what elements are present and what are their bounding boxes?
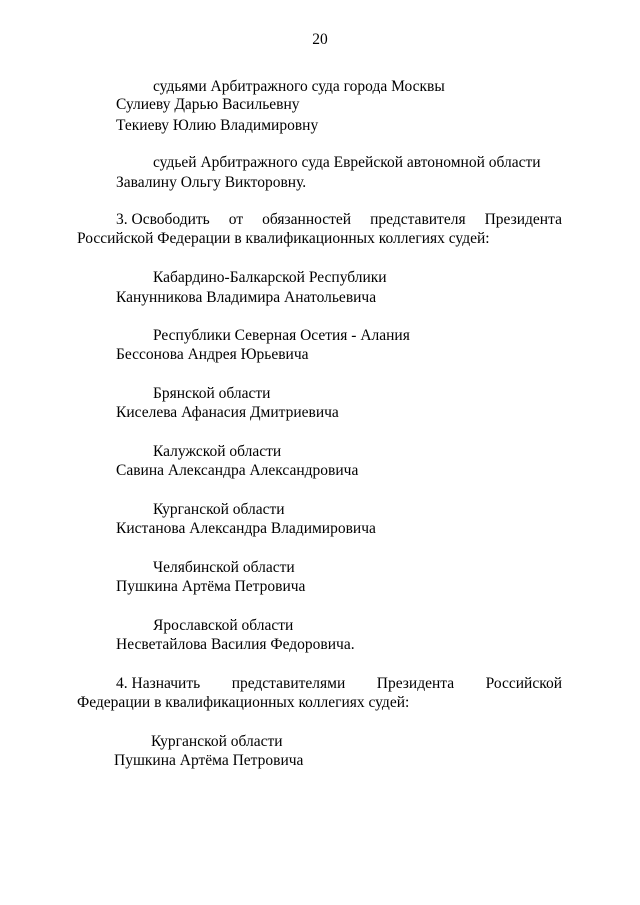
item3-person: Канунникова Владимира Анатольевича: [116, 289, 377, 306]
item3-person: Несветайлова Василия Федоровича.: [116, 636, 355, 653]
item4-person: Пушкина Артёма Петровича: [114, 752, 304, 769]
block2-heading: судьей Арбитражного суда Еврейской автономной области: [153, 154, 541, 171]
item4-intro-line1: [116, 675, 562, 693]
item3-region: Курганской области: [153, 501, 285, 518]
item3-word: обязанностей: [262, 211, 352, 228]
item4-region: Курганской области: [151, 733, 283, 750]
item4-word: Президента: [376, 675, 455, 692]
item3-region: Брянской области: [153, 385, 271, 402]
item4-word: Российской: [485, 675, 562, 692]
item3-intro-line2: Российской Федерации в квалификационных коллегиях судей:: [77, 230, 490, 247]
item3-person: Бессонова Андрея Юрьевича: [116, 346, 309, 363]
block2-name: Завалину Ольгу Викторовну.: [116, 174, 307, 191]
item3-region: Кабардино-Балкарской Республики: [153, 269, 387, 286]
item3-word: Президента: [484, 211, 562, 228]
page-number: 20: [312, 31, 328, 48]
item3-word: представителя: [370, 211, 466, 228]
item3-region: Калужской области: [153, 443, 282, 460]
block1-name: Сулиеву Дарью Васильевну: [116, 96, 300, 113]
item3-region: Республики Северная Осетия - Алания: [153, 327, 410, 344]
item4-word: 4. Назначить: [116, 675, 201, 692]
item3-region: Челябинской области: [153, 559, 295, 576]
item3-person: Савина Александра Александровича: [116, 462, 359, 479]
block1-heading: судьями Арбитражного суда города Москвы: [153, 78, 445, 95]
block1-name: Текиеву Юлию Владимировну: [116, 117, 319, 134]
item3-person: Кистанова Александра Владимировича: [116, 520, 376, 537]
item3-person: Киселева Афанасия Дмитриевича: [116, 404, 339, 421]
item4-word: представителями: [231, 675, 346, 692]
item3-word: 3. Освободить: [116, 211, 210, 228]
item3-word: от: [228, 211, 244, 228]
item3-region: Ярославской области: [153, 617, 294, 634]
item4-intro-line2: Федерации в квалификационных коллегиях судей:: [77, 694, 410, 711]
item3-person: Пушкина Артёма Петровича: [116, 578, 306, 595]
item3-intro-line1: [116, 211, 562, 229]
